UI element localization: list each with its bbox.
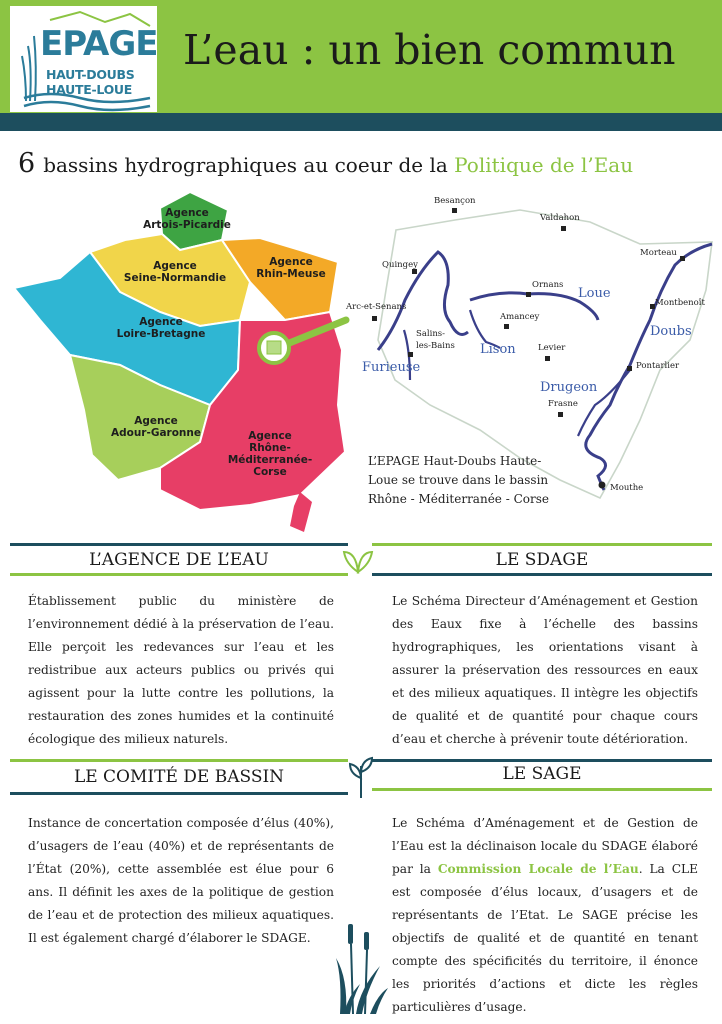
river-label: Loue (578, 286, 611, 301)
logo-line-2: HAUTE-LOUE (46, 82, 132, 97)
rule-comite-bottom (10, 792, 348, 795)
logo-main-text: EPAGE (40, 24, 158, 64)
label-seine-normandie: Agence Seine-Normandie (123, 260, 227, 284)
map-caption: L’EPAGE Haut-Doubs Haute-Loue se trouve dans le bassin Rhône - Méditerranée - Corse (368, 454, 549, 506)
town-label: Mouthe (610, 483, 644, 493)
subtitle-accent: Politique de l’Eau (454, 153, 634, 177)
town-label: les-Bains (416, 341, 455, 351)
reeds-icon (334, 918, 390, 1018)
logo-line-1: HAUT-DOUBS (46, 67, 135, 82)
town-label: Morteau (640, 248, 677, 258)
rule-comite-top (10, 759, 348, 762)
town-label: Pontarlier (636, 361, 680, 371)
rule-sage-top (372, 759, 712, 762)
river-label: Furieuse (362, 360, 421, 375)
page-subtitle (18, 148, 718, 179)
town-label: Ornans (532, 280, 564, 290)
label-rhin-meuse: Agence Rhin-Meuse (256, 256, 326, 280)
town-label: Levier (538, 343, 566, 353)
rule-sdage-top (372, 543, 712, 546)
river-label: Lison (480, 342, 516, 357)
river-label: Doubs (650, 324, 692, 339)
rule-sage-bottom (372, 788, 712, 791)
town-label: Valdahon (540, 213, 580, 223)
page-title: L’eau : un bien commun (183, 26, 676, 74)
section-title-agence: L’AGENCE DE L’EAU (89, 550, 269, 570)
section-title-sdage: LE SDAGE (495, 550, 589, 570)
label-artois-picardie: Agence Artois-Picardie (143, 207, 231, 231)
section-text-agence: Établissement public du ministère de l’environnement dédié à la préservation de l’eau. Elle perçoit les redevances sur l’eau et les redistribue aux acteurs publics ou privés qui agissent pour la lutte contre les pollutions, la restauration des zones humides et la continuité écologique des milieux naturels. (28, 594, 334, 746)
section-text-sage: Le Schéma d’Aménagement et de Gestion de l’Eau est la déclinaison locale du SDAGE élaboré par la Commission Locale de l’Eau. La CLE est composée d’élus locaux, d’usagers et de représentants de l’Etat. Le SAGE précise les objectifs de qualité et de quantité en tenant compte des spécificités du territoire, il énonce les priorités d’actions et dicte les règles particulières d’usage. (392, 816, 699, 1014)
rule-sdage-bottom (372, 573, 712, 576)
label-adour-garonne: Agence Adour-Garonne (110, 415, 202, 439)
header-band (0, 113, 722, 131)
leaf-icon (340, 542, 376, 576)
town-label: Arc-et-Senans (346, 302, 407, 312)
town-label: Amancey (500, 312, 540, 322)
label-loire-bretagne: Agence Loire-Bretagne (116, 316, 206, 340)
town-label: Frasne (548, 399, 578, 409)
town-label: Quingey (382, 260, 418, 270)
town-label: Montbenoît (655, 298, 705, 308)
subtitle-number: 6 (18, 148, 36, 179)
section-text-sdage: Le Schéma Directeur d’Aménagement et Gestion des Eaux fixe à l’échelle des bassins hydrographiques, les orientations visant à assurer la préservation des ressources en eaux et des milieux aquatiques. Il intègre les objectifs de qualité et de quantité pour chaque cours d’eau et cherche à prévenir toute détérioration. (392, 594, 698, 746)
river-label: Drugeon (540, 380, 598, 395)
rule-agence-top (10, 543, 348, 546)
town-label: Salins- (416, 329, 446, 339)
magnifier-inner (267, 341, 281, 354)
section-title-sage: LE SAGE (502, 764, 582, 784)
section-title-comite: LE COMITÉ DE BASSIN (73, 767, 285, 787)
town-label: Besançon (434, 196, 476, 206)
rule-agence-bottom (10, 573, 348, 576)
highlight-commission: Commission Locale de l’Eau (437, 862, 639, 876)
epage-logo (10, 6, 157, 112)
region-corse (290, 492, 312, 532)
subtitle-text: bassins hydrographiques au coeur de la (43, 153, 448, 177)
label-rhone-mediterranee-corse: Agence Rhône-Méditerranée- Corse (227, 430, 313, 478)
section-text-comite: Instance de concertation composée d’élus (40%), d’usagers de l’eau (40%) et de représentants de l’État (20%), cette assemblée est élue pour 6 ans. Il définit les axes de la politique de gestion de l’eau et de protection des milieux aquatiques. Il est également chargé d’élaborer le SDAGE. (28, 816, 334, 945)
